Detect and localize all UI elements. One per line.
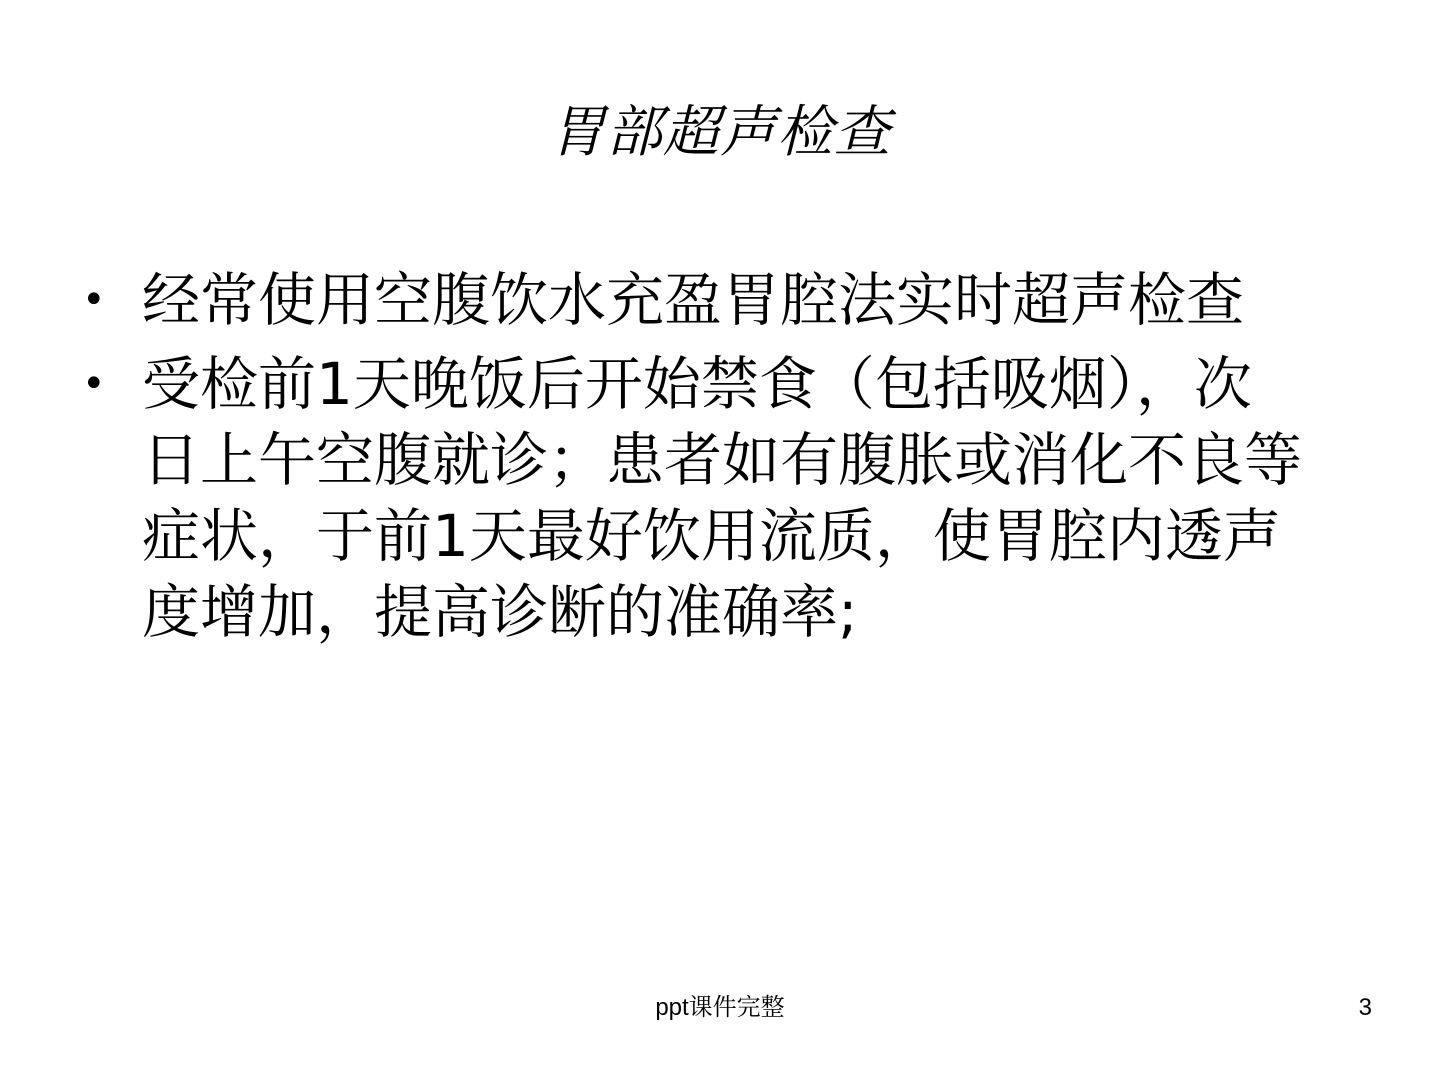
bullet-list — [82, 262, 1352, 658]
bullet-dot-icon: • — [82, 277, 106, 323]
bullet-dot-icon: • — [82, 361, 106, 407]
bullet-text: 经常使用空腹饮水充盈胃腔法实时超声检查 — [142, 266, 1245, 334]
page-number: 3 — [1358, 994, 1372, 1021]
slide-title: 胃部超声检查 — [549, 100, 891, 165]
bullet-text: 受检前1天晚饭后开始禁食（包括吸烟），次日上午空腹就诊；患者如有腹胀或消化不良等症状，于前1天最好饮用流质，使胃腔内透声度增加，提高诊断的准确率; — [142, 350, 1303, 646]
bullet-item-fasting-water-method — [82, 262, 1352, 338]
bullet-item-preparation — [82, 346, 1352, 650]
footer-text: ppt课件完整 — [655, 994, 785, 1021]
